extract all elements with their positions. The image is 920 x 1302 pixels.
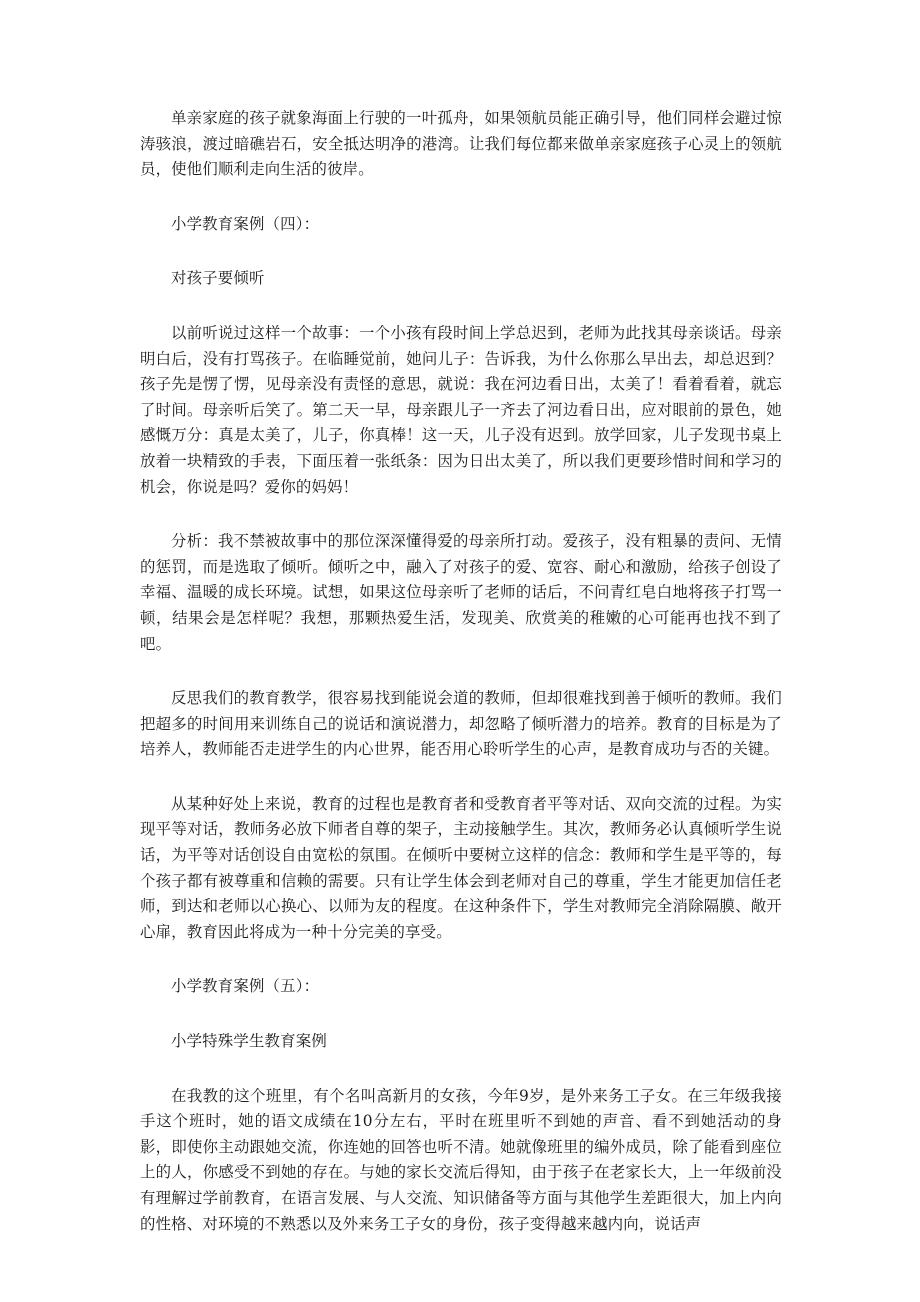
case-4-title: 对孩子要倾听 bbox=[171, 269, 265, 288]
paragraph-reflection: 反思我们的教育教学，很容易找到能说会道的教师，但却很难找到善于倾听的教师。我们把超多的时间用来训练自己的说话和演说潜力，却忽略了倾听潜力的培养。教育的目标是为了培养人，教师能否走进学生的内心世界，能否用心聆听学生的心声，是教育成功与否的关键。 bbox=[140, 689, 782, 759]
case-5-title: 小学特殊学生教育案例 bbox=[171, 1032, 327, 1051]
section-heading-case-5: 小学教育案例（五）： bbox=[171, 977, 320, 996]
paragraph-story: 以前听说过这样一个故事：一个小孩有段时间上学总迟到，老师为此找其母亲谈话。母亲明白后，没有打骂孩子。在临睡觉前，她问儿子：告诉我，为什么你那么早出去，却总迟到？孩子先是愣了愣，见母亲没有责怪的意思，就说：我在河边看日出，太美了！看着看着，就忘了时间。母亲听后笑了。第二天一早，母亲跟儿子一齐去了河边看日出，应对眼前的景色，她感慨万分：真是太美了，儿子，你真棒！这一天，儿子没有迟到。放学回家，儿子发现书桌上放着一块精致的手表，下面压着一张纸条：因为日出太美了，所以我们更要珍惜时间和学习的机会，你说是吗？爱你的妈妈！ bbox=[140, 323, 782, 496]
paragraph-analysis: 分析：我不禁被故事中的那位深深懂得爱的母亲所打动。爱孩子，没有粗暴的责问、无情的惩罚，而是选取了倾听。倾听之中，融入了对孩子的爱、宽容、耐心和激励，给孩子创设了幸福、温暖的成长环境。试想，如果这位母亲听了老师的话后，不问青红皂白地将孩子打骂一顿，结果会是怎样呢？我想，那颗热爱生活，发现美、欣赏美的稚嫩的心可能再也找不到了吧。 bbox=[140, 532, 782, 653]
paragraph-conclusion: 单亲家庭的孩子就象海面上行驶的一叶孤舟，如果领航员能正确引导，他们同样会避过惊涛骇浪，渡过暗礁岩石，安全抵达明净的港湾。让我们每位都来做单亲家庭孩子心灵上的领航员，使他们顺利走向生活的彼岸。 bbox=[140, 109, 782, 179]
document-body bbox=[140, 106, 782, 1266]
paragraph-dialogue: 从某种好处上来说，教育的过程也是教育者和受教育者平等对话、双向交流的过程。为实现平等对话，教师务必放下师者自尊的架子，主动接触学生。其次，教师务必认真倾听学生说话，为平等对话创设自由宽松的氛围。在倾听中要树立这样的信念：教师和学生是平等的，每个孩子都有被尊重和信赖的需要。只有让学生体会到老师对自己的尊重，学生才能更加信任老师，到达和老师以心换心、以师为友的程度。在这种条件下，学生对教师完全消除隔膜、敞开心扉，教育因此将成为一种十分完美的享受。 bbox=[140, 794, 782, 941]
paragraph-case-5-intro: 在我教的这个班里，有个名叫高新月的女孩，今年9岁，是外来务工子女。在三年级我接手这个班时，她的语文成绩在10分左右，平时在班里听不到她的声音、看不到她活动的身影，即使你主动跟她交流，你连她的回答也听不清。她就像班里的编外成员，除了能看到座位上的人，你感受不到她的存在。与她的家长交流后得知，由于孩子在老家长大，上一年级前没有理解过学前教育，在语言发展、与人交流、知识储备等方面与其他学生差距很大，加上内向的性格、对环境的不熟悉以及外来务工子女的身份，孩子变得越来越内向，说话声 bbox=[140, 1086, 782, 1233]
section-heading-case-4: 小学教育案例（四）： bbox=[171, 214, 320, 233]
